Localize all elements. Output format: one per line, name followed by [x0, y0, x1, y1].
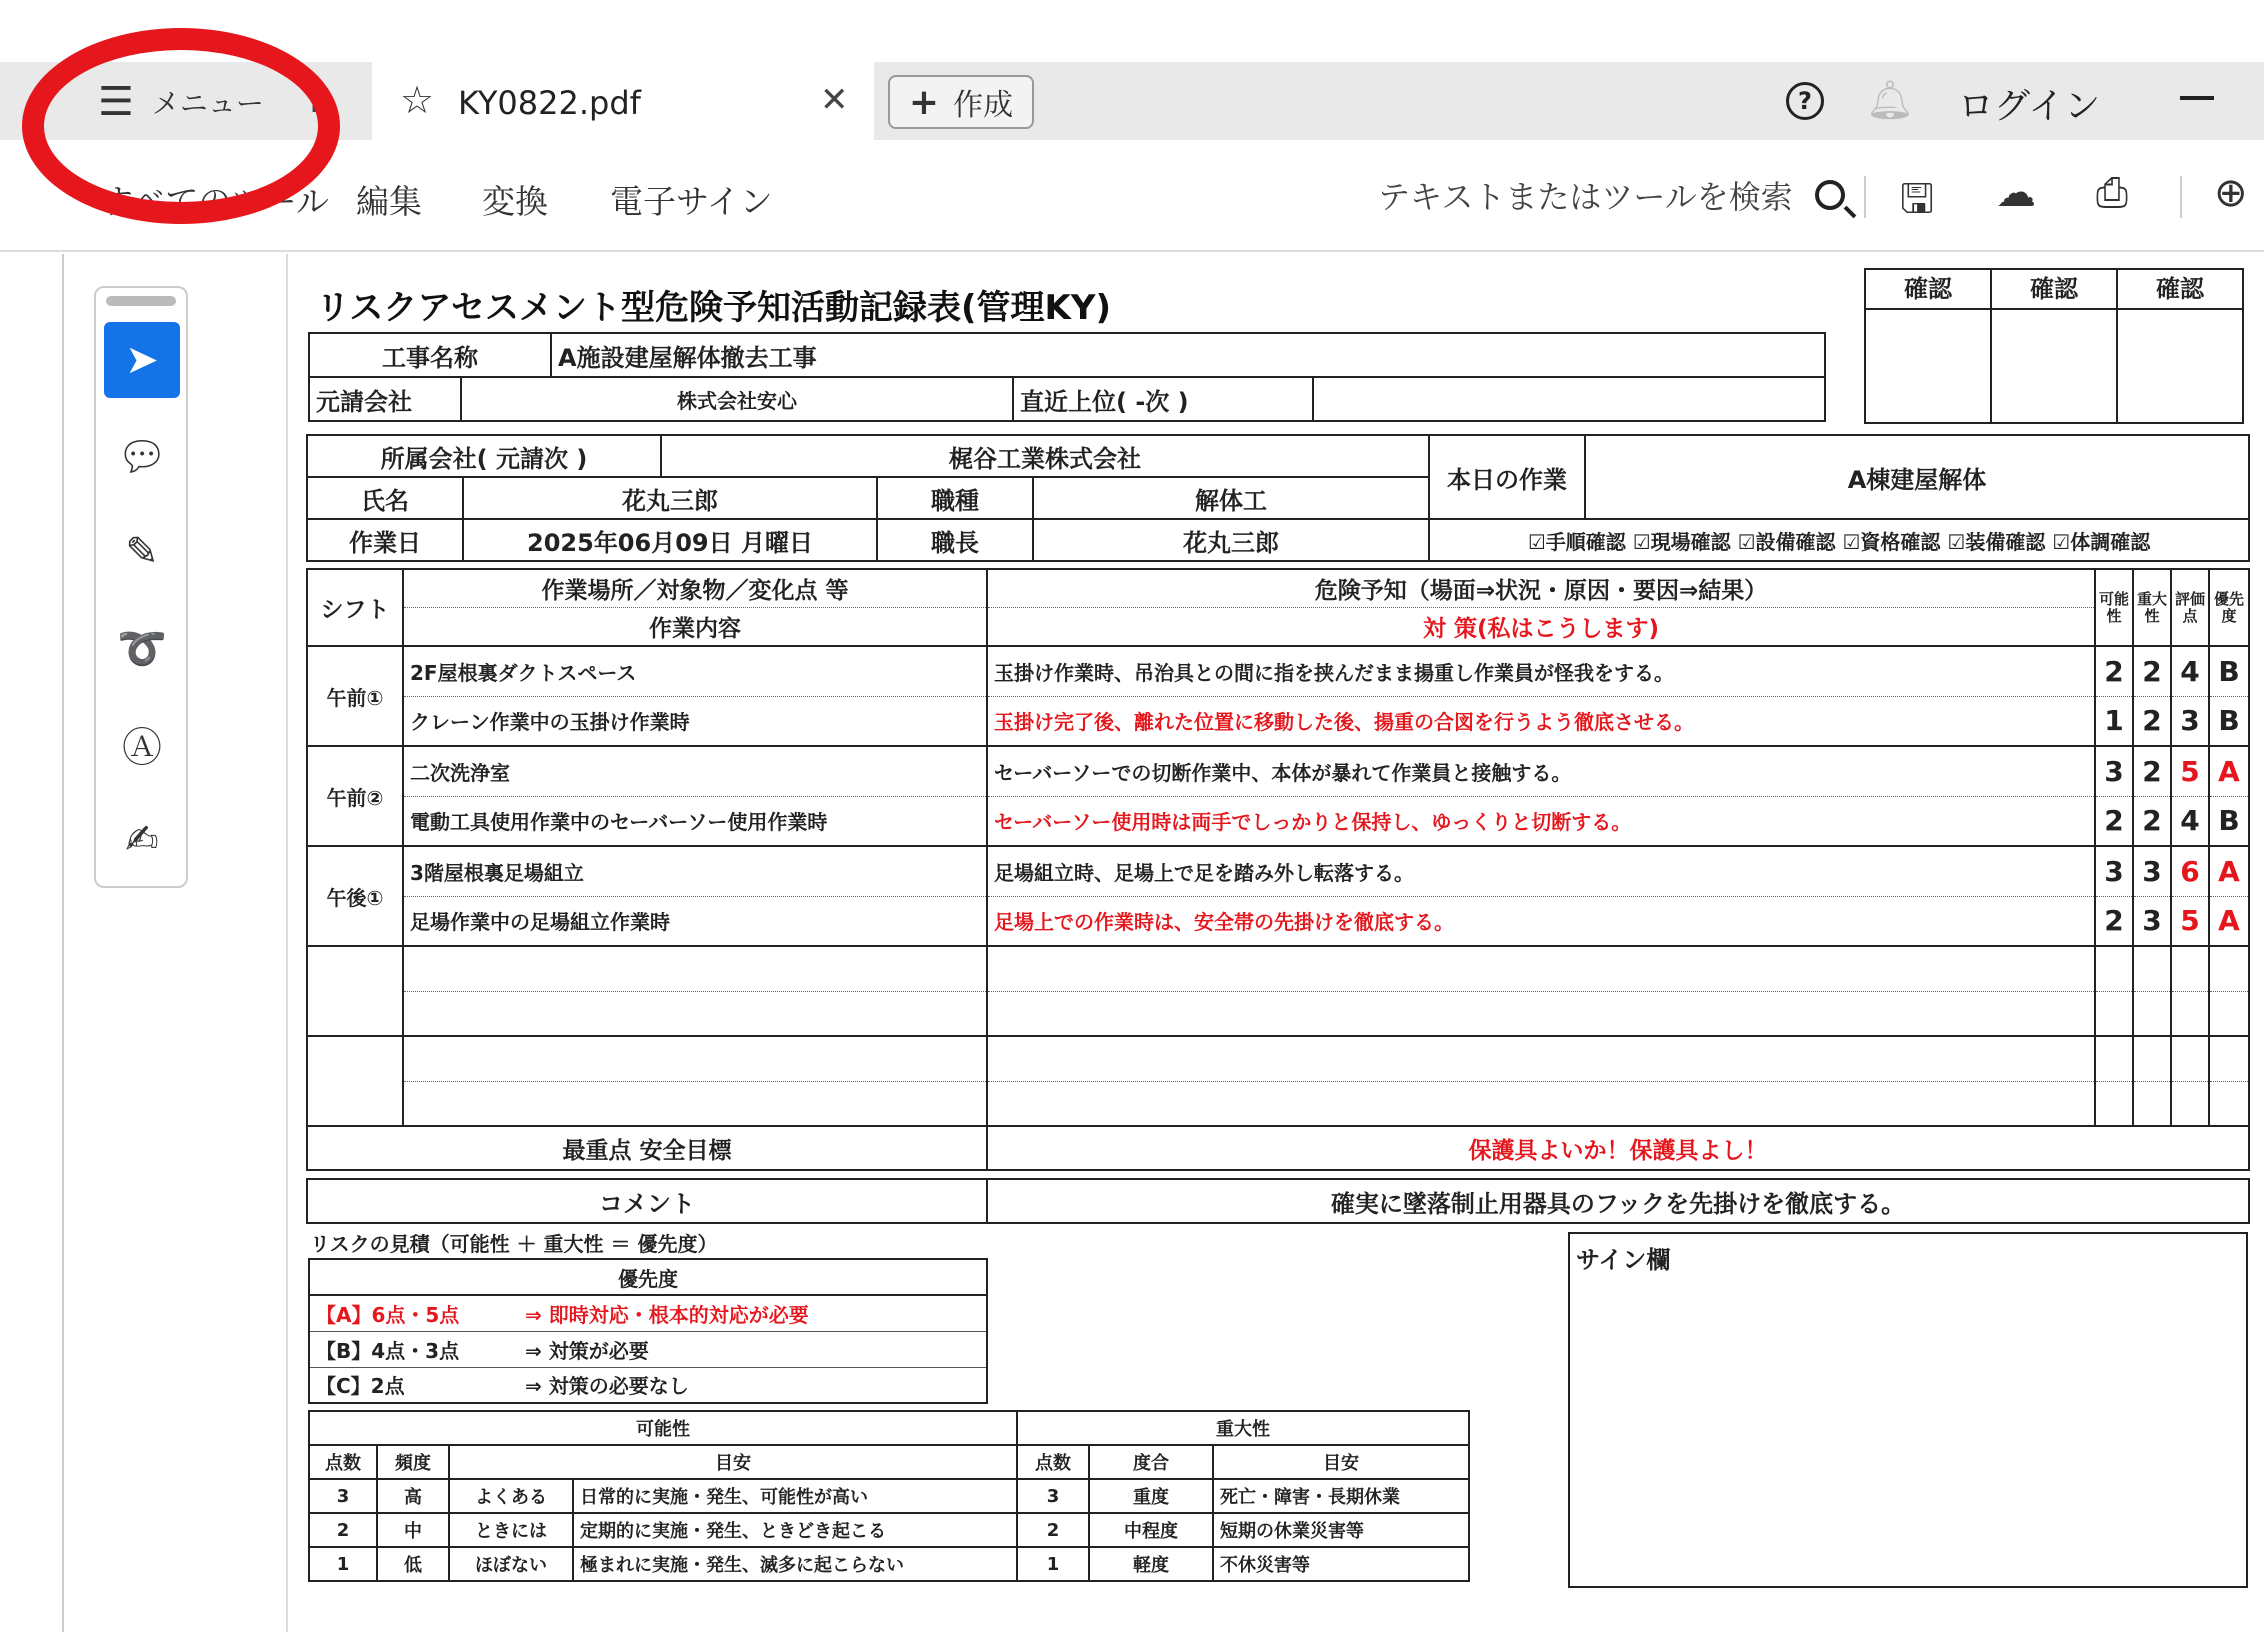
work-date-label: 作業日 — [307, 519, 463, 561]
content-header: 作業内容 — [403, 608, 987, 647]
priority-table-header: 優先度 — [309, 1259, 987, 1295]
empty-cell — [403, 1036, 987, 1081]
left-panel-border — [62, 254, 64, 1632]
empty-cell — [2133, 946, 2171, 991]
priority-desc-c: ⇒ 対策の必要なし — [519, 1367, 987, 1403]
hazard-header: 危険予知（場面⇒状況・原因・要因⇒結果） — [987, 569, 2095, 608]
hazard-table — [306, 568, 2250, 1171]
search-label: テキストまたはツールを検索 — [1378, 178, 1793, 216]
measure-cell: セーバーソー使用時は両手でしっかりと保持し、ゆっくりと切断する。 — [987, 796, 2095, 846]
empty-cell — [307, 946, 403, 1036]
panel-grip[interactable] — [106, 296, 176, 306]
document-tab-name: KY0822.pdf — [458, 84, 641, 122]
empty-cell — [2171, 1081, 2209, 1126]
priority-desc-a: ⇒ 即時対応・根本的対応が必要 — [525, 1302, 809, 1327]
toolbar-divider — [2180, 176, 2182, 218]
scoring-cell: よくある — [449, 1479, 573, 1513]
scoring-cell: 3 — [1017, 1479, 1089, 1513]
empty-cell — [987, 1036, 2095, 1081]
work-date-value: 2025年06月09日 月曜日 — [463, 519, 877, 561]
tab-convert[interactable]: 変換 — [482, 182, 548, 221]
place-cell: 2F屋根裏ダクトスペース — [403, 646, 987, 696]
toolbar-divider — [1864, 176, 1866, 218]
empty-cell — [2133, 991, 2171, 1036]
score-header: 評価点 — [2171, 569, 2209, 646]
worker-name-value: 花丸三郎 — [463, 477, 877, 519]
red-annotation-circle — [22, 28, 340, 224]
add-comment-icon[interactable]: 💬︎ — [116, 433, 168, 480]
create-button[interactable] — [888, 75, 1034, 129]
upload-cloud-icon[interactable]: ☁ — [1996, 170, 2036, 216]
scoring-cell: 重度 — [1089, 1479, 1213, 1513]
close-icon[interactable]: ✕ — [820, 80, 849, 120]
measure-cell: 玉掛け完了後、離れた位置に移動した後、揚重の合図を行うよう徹底させる。 — [987, 696, 2095, 746]
upper-contractor-label: 直近上位( -次 ) — [1013, 377, 1313, 421]
place-header: 作業場所／対象物／変化点 等 — [403, 569, 987, 608]
scoring-cell: 低 — [377, 1547, 449, 1581]
highlight-icon[interactable]: ✎ — [125, 529, 159, 575]
pdf-document — [288, 254, 2264, 1632]
confirm-column — [2118, 270, 2242, 422]
create-label: 作成 — [953, 88, 1014, 123]
signature-box — [1568, 1232, 2248, 1588]
severity-score: 3 — [2133, 846, 2171, 896]
evaluation-score: 4 — [2171, 796, 2209, 846]
today-work-label: 本日の作業 — [1429, 435, 1585, 519]
chief-value: 花丸三郎 — [1033, 519, 1429, 561]
scoring-cell: 2 — [1017, 1513, 1089, 1547]
guide-col-header: 目安 — [1213, 1445, 1469, 1479]
empty-cell — [307, 1036, 403, 1126]
scoring-table — [308, 1410, 1470, 1582]
home-icon[interactable]: ⌂ — [310, 80, 333, 121]
today-work-value: A棟建屋解体 — [1585, 435, 2249, 519]
priority-grade: B — [2209, 696, 2249, 746]
guide-col-header: 目安 — [449, 1445, 1017, 1479]
severity-score: 2 — [2133, 746, 2171, 796]
document-title: リスクアセスメント型危険予知活動記録表(管理KY) — [316, 288, 1112, 328]
priority-grade-c: 【C】2点 — [309, 1367, 519, 1403]
possibility-score: 2 — [2095, 896, 2133, 946]
scoring-cell: 1 — [1017, 1547, 1089, 1581]
empty-cell — [2171, 946, 2209, 991]
empty-cell — [2171, 991, 2209, 1036]
hazard-cell: セーバーソーでの切断作業中、本体が暴れて作業員と接触する。 — [987, 746, 2095, 796]
confirm-header: 確認 — [1866, 270, 1990, 310]
possibility-score: 3 — [2095, 846, 2133, 896]
degree-col-header: 度合 — [1089, 1445, 1213, 1479]
scoring-cell: 中程度 — [1089, 1513, 1213, 1547]
empty-cell — [987, 1081, 2095, 1126]
scoring-cell: 軽度 — [1089, 1547, 1213, 1581]
scoring-cell: 3 — [309, 1479, 377, 1513]
evaluation-score: 3 — [2171, 696, 2209, 746]
trade-value: 解体工 — [1033, 477, 1429, 519]
confirm-column — [1866, 270, 1992, 422]
evaluation-score: 5 — [2171, 746, 2209, 796]
upper-contractor-value — [1313, 377, 1825, 421]
tools-panel — [94, 286, 188, 888]
search-icon — [1815, 180, 1845, 210]
empty-cell — [2209, 1081, 2249, 1126]
tab-e-sign[interactable]: 電子サイン — [610, 182, 773, 221]
frequency-col-header: 頻度 — [377, 1445, 449, 1479]
chief-label: 職長 — [877, 519, 1033, 561]
empty-cell — [2095, 991, 2133, 1036]
safety-goal-value: 保護具よいか！保護具よし！ — [987, 1126, 2249, 1170]
score-col-header: 点数 — [1017, 1445, 1089, 1479]
score-col-header: 点数 — [309, 1445, 377, 1479]
possibility-score: 1 — [2095, 696, 2133, 746]
empty-cell — [2095, 1036, 2133, 1081]
checklist: ☑手順確認 ☑現場確認 ☑設備確認 ☑資格確認 ☑装備確認 ☑体調確認 — [1429, 519, 2249, 561]
empty-cell — [2095, 946, 2133, 991]
scoring-cell: 1 — [309, 1547, 377, 1581]
priority-header: 優先度 — [2209, 569, 2249, 646]
empty-cell — [2209, 991, 2249, 1036]
search-tools[interactable] — [1378, 172, 1845, 218]
account-add-icon[interactable]: ⊕ — [2214, 170, 2248, 216]
plus-icon: + — [908, 81, 940, 123]
place-cell: 3階屋根裏足場組立 — [403, 846, 987, 896]
possibility-header: 可能性 — [2095, 569, 2133, 646]
empty-cell — [2171, 1036, 2209, 1081]
content-cell: 電動工具使用作業中のセーバーソー使用作業時 — [403, 796, 987, 846]
bell-icon[interactable]: 🔔︎ — [1866, 78, 1915, 122]
severity-score: 2 — [2133, 696, 2171, 746]
place-cell: 二次洗浄室 — [403, 746, 987, 796]
shift-cell: 午後① — [307, 846, 403, 946]
priority-grade: A — [2209, 746, 2249, 796]
star-icon[interactable]: ☆ — [400, 78, 435, 122]
project-name-label: 工事名称 — [309, 333, 551, 377]
company-value: 梶谷工業株式会社 — [661, 435, 1429, 477]
priority-table — [308, 1258, 988, 1404]
scoring-cell: 中 — [377, 1513, 449, 1547]
scoring-cell: 定期的に実施・発生、ときどき起こる — [573, 1513, 1017, 1547]
minimize-icon[interactable] — [2180, 96, 2214, 100]
text-box-icon[interactable]: Ⓐ — [122, 724, 162, 771]
comment-table — [306, 1178, 2250, 1224]
empty-cell — [2209, 1036, 2249, 1081]
scoring-cell: 極まれに実施・発生、滅多に起こらない — [573, 1547, 1017, 1581]
severity-header: 重大性 — [2133, 569, 2171, 646]
empty-cell — [987, 991, 2095, 1036]
empty-cell — [403, 991, 987, 1036]
empty-cell — [2133, 1036, 2171, 1081]
tab-edit[interactable]: 編集 — [356, 182, 422, 221]
worker-name-label: 氏名 — [307, 477, 463, 519]
login-button[interactable]: ログイン — [1958, 86, 2101, 127]
empty-cell — [2209, 946, 2249, 991]
empty-cell — [2095, 1081, 2133, 1126]
sign-icon[interactable]: ✍ — [125, 817, 159, 863]
content-cell: 足場作業中の足場組立作業時 — [403, 896, 987, 946]
measure-header: 対 策(私はこうします) — [987, 608, 2095, 647]
empty-cell — [987, 946, 2095, 991]
scoring-cell: 短期の休業災害等 — [1213, 1513, 1469, 1547]
evaluation-score: 6 — [2171, 846, 2209, 896]
possibility-score: 2 — [2095, 646, 2133, 696]
severity-score: 3 — [2133, 896, 2171, 946]
scoring-cell: 日常的に実施・発生、可能性が高い — [573, 1479, 1017, 1513]
safety-goal-label: 最重点 安全目標 — [307, 1126, 987, 1170]
priority-grade: B — [2209, 796, 2249, 846]
risk-estimation-title: リスクの見積（可能性 ＋ 重大性 ＝ 優先度） — [310, 1232, 718, 1256]
comment-value: 確実に墜落制止用器具のフックを先掛けを徹底する。 — [987, 1179, 2249, 1223]
freehand-draw-icon[interactable]: ➰ — [117, 625, 167, 672]
help-icon[interactable]: ? — [1786, 82, 1824, 120]
document-tab[interactable] — [372, 62, 874, 140]
signature-label: サイン欄 — [1576, 1246, 1671, 1274]
priority-grade: B — [2209, 646, 2249, 696]
confirm-header: 確認 — [2118, 270, 2242, 310]
trade-label: 職種 — [877, 477, 1033, 519]
priority-grade: A — [2209, 846, 2249, 896]
hazard-cell: 足場組立時、足場上で足を踏み外し転落する。 — [987, 846, 2095, 896]
select-tool-icon[interactable]: ➤ — [104, 322, 180, 398]
scoring-cell: 2 — [309, 1513, 377, 1547]
prime-contractor-label: 元請会社 — [309, 377, 461, 421]
content-cell: クレーン作業中の玉掛け作業時 — [403, 696, 987, 746]
save-icon[interactable]: 🖫 — [1900, 176, 1935, 222]
possibility-score: 3 — [2095, 746, 2133, 796]
shift-header: シフト — [307, 569, 403, 646]
hamburger-icon: ☰ — [98, 79, 134, 125]
scoring-cell: 高 — [377, 1479, 449, 1513]
priority-grade-a: 【A】6点・5点 — [316, 1302, 460, 1327]
scoring-cell: ときには — [449, 1513, 573, 1547]
menu-label: メニュー — [151, 87, 264, 120]
scoring-cell: 死亡・障害・長期休業 — [1213, 1479, 1469, 1513]
hazard-cell: 玉掛け作業時、吊治具との間に指を挟んだまま揚重し作業員が怪我をする。 — [987, 646, 2095, 696]
possibility-section-header: 可能性 — [309, 1411, 1017, 1445]
scoring-cell: 不休災害等 — [1213, 1547, 1469, 1581]
comment-label: コメント — [307, 1179, 987, 1223]
possibility-score: 2 — [2095, 796, 2133, 846]
priority-desc-b: ⇒ 対策が必要 — [519, 1331, 987, 1367]
scoring-cell: ほぼない — [449, 1547, 573, 1581]
worker-table — [306, 434, 2250, 562]
confirm-column — [1992, 270, 2118, 422]
severity-score: 2 — [2133, 796, 2171, 846]
evaluation-score: 4 — [2171, 646, 2209, 696]
shift-cell: 午前② — [307, 746, 403, 846]
shift-cell: 午前① — [307, 646, 403, 746]
empty-cell — [403, 946, 987, 991]
print-icon[interactable]: ⎙ — [2096, 170, 2128, 216]
priority-grade-b: 【B】4点・3点 — [309, 1331, 519, 1367]
project-table — [308, 332, 1826, 422]
severity-section-header: 重大性 — [1017, 1411, 1469, 1445]
prime-contractor-value: 株式会社安心 — [461, 377, 1013, 421]
empty-cell — [2133, 1081, 2171, 1126]
empty-cell — [403, 1081, 987, 1126]
tab-all-tools[interactable]: すべてのツール — [100, 182, 330, 221]
confirm-header: 確認 — [1992, 270, 2116, 310]
measure-cell: 足場上での作業時は、安全帯の先掛けを徹底する。 — [987, 896, 2095, 946]
severity-score: 2 — [2133, 646, 2171, 696]
company-label: 所属会社( 元請次 ) — [307, 435, 661, 477]
project-name-value: A施設建屋解体撤去工事 — [551, 333, 1825, 377]
priority-grade: A — [2209, 896, 2249, 946]
evaluation-score: 5 — [2171, 896, 2209, 946]
confirmation-stamps — [1864, 268, 2244, 424]
